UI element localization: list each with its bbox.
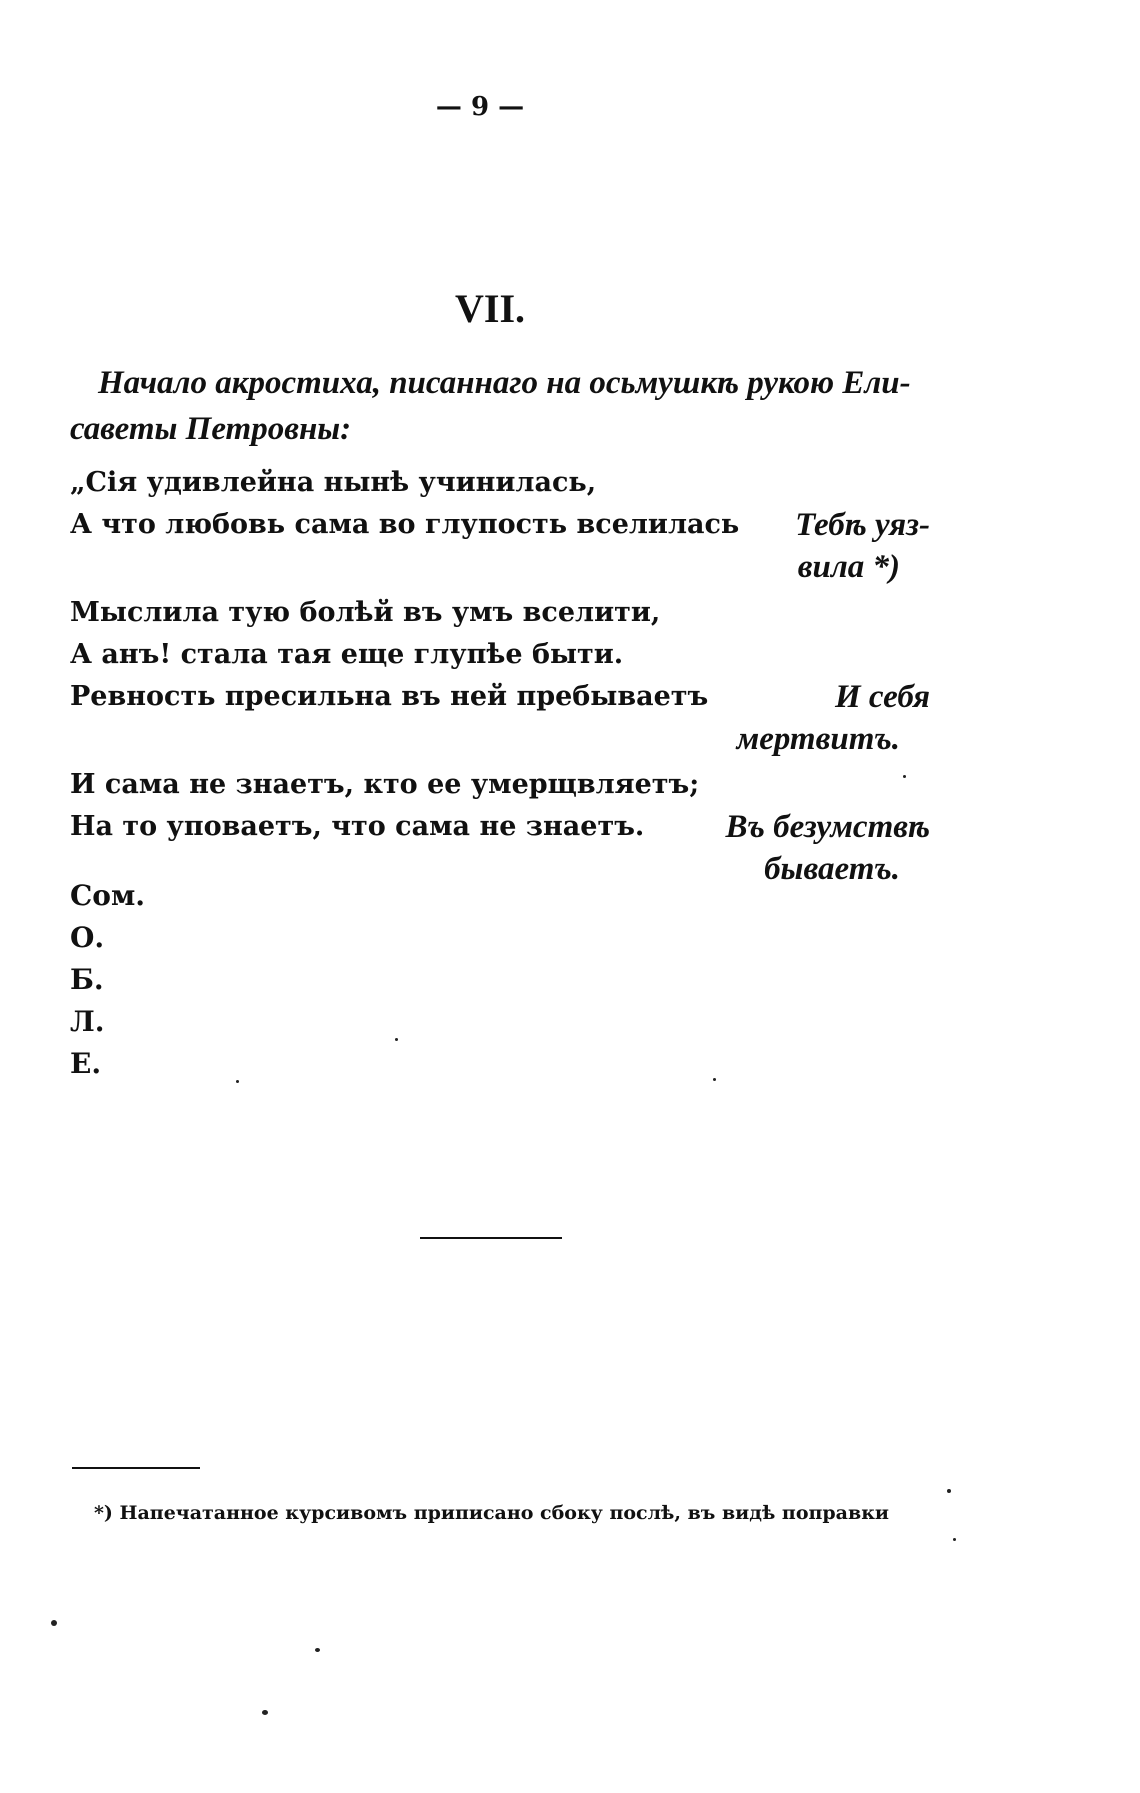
acrostic-letter: О.: [70, 921, 105, 954]
acrostic-letter: Сом.: [70, 879, 146, 912]
scan-speck: [236, 1080, 239, 1083]
intro-line-1: Начало акростиха, писаннаго на осьмушкѣ рукою Ели-: [98, 365, 911, 401]
poem-line-5-continuation: мертвитъ.: [736, 721, 900, 757]
poem-line-2-main: А что любовь сама во глупость вселилась: [70, 509, 740, 540]
page-number: — 9 —: [435, 92, 525, 122]
acrostic-letter: Е.: [70, 1047, 102, 1080]
scan-speck: [713, 1078, 716, 1081]
poem-line-2-addition: Тебѣ уяз-: [795, 507, 930, 543]
poem-line-5: [70, 676, 930, 718]
footnote-rule: [72, 1467, 200, 1469]
poem-line-7-addition: Въ безумствѣ: [725, 809, 930, 845]
poem-line-5-addition: И себя: [835, 679, 930, 715]
scan-speck: [395, 1038, 398, 1041]
chapter-heading: VII.: [454, 286, 526, 331]
poem-line-3: Мыслила тую болѣй въ умъ вселити,: [70, 597, 661, 628]
scan-speck: [953, 1538, 956, 1541]
acrostic-letters: [70, 875, 145, 1085]
poem-line-7-main: На то уповаетъ, что сама не знаетъ.: [70, 811, 645, 842]
intro-line-2: саветы Петровны:: [70, 411, 352, 447]
poem-line-5-main: Ревность пресильна въ ней пребываетъ: [70, 681, 709, 712]
poem-line-2-continuation: вила *): [797, 549, 900, 585]
poem: [70, 462, 930, 890]
poem-line-7-continuation: бываетъ.: [764, 851, 900, 887]
scan-speck: [315, 1648, 320, 1652]
intro-text: [70, 360, 925, 452]
scan-speck: [262, 1710, 268, 1715]
acrostic-letter: Б.: [70, 963, 104, 996]
footnote: *) Напечатанное курсивомъ приписано сбоку послѣ, въ видѣ поправки: [94, 1502, 890, 1524]
acrostic-letter: Л.: [70, 1005, 105, 1038]
poem-line-2: [70, 504, 930, 546]
section-divider: [420, 1237, 562, 1239]
poem-line-4: А анъ! стала тая еще глупѣе быти.: [70, 639, 624, 670]
poem-line-7: [70, 806, 930, 848]
scan-speck: [947, 1489, 951, 1493]
poem-line-1: „Сія удивлейна нынѣ учинилась,: [70, 467, 597, 498]
poem-line-6: И сама не знаетъ, кто ее умерщвляетъ;: [70, 769, 700, 800]
scan-speck: [51, 1620, 57, 1626]
scan-speck: [903, 775, 906, 778]
